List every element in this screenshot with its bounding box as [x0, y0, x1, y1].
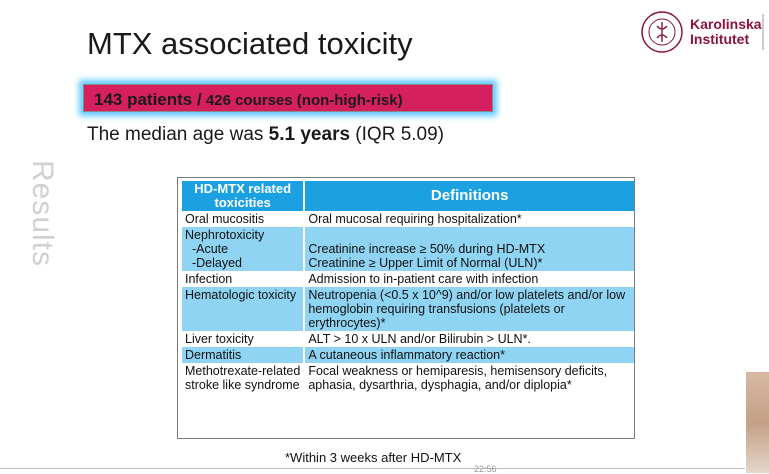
toxicity-cell: Nephrotoxicity -Acute -Delayed — [181, 227, 304, 271]
banner-courses: 426 courses (non-high-risk) — [205, 92, 403, 109]
toxicity-cell: Hematologic toxicity — [181, 287, 304, 331]
toxicity-cell: Oral mucositis — [181, 211, 304, 227]
toxicity-cell: Dermatitis — [181, 347, 304, 363]
toxicity-cell: Liver toxicity — [181, 331, 304, 347]
toxicity-cell: Methotrexate-related stroke like syndrome — [181, 363, 304, 393]
logo-divider — [762, 14, 764, 50]
definition-cell: Focal weakness or hemiparesis, hemisensory deficits, aphasia, dysarthria, dysphagia, and/or diplopia* — [304, 363, 634, 393]
table-row — [181, 287, 634, 331]
logo-text: Karolinska Institutet — [690, 16, 762, 47]
header-definitions: Definitions — [304, 181, 634, 211]
section-label: Results — [26, 160, 59, 268]
timestamp: 22:56 — [474, 464, 497, 474]
definition-cell: Oral mucosal requiring hospitalization* — [304, 211, 634, 227]
toxicity-table — [177, 177, 635, 439]
definition-cell: A cutaneous inflammatory reaction* — [304, 347, 634, 363]
definition-cell: Admission to in-patient care with infection — [304, 271, 634, 287]
summary-banner — [83, 84, 493, 112]
definition-cell: Creatinine increase ≥ 50% during HD-MTX Creatinine ≥ Upper Limit of Normal (ULN)* — [304, 227, 634, 271]
karolinska-logo — [640, 10, 760, 56]
table-row — [181, 271, 634, 287]
banner-patients: 143 patients / — [94, 90, 202, 109]
table-row — [181, 363, 634, 393]
median-age-text: The median age was 5.1 years (IQR 5.09) — [87, 124, 445, 145]
progress-line — [0, 468, 745, 469]
toxicity-cell: Infection — [181, 271, 304, 287]
table-row — [181, 347, 634, 363]
definition-cell: ALT > 10 x ULN and/or Bilirubin > ULN*. — [304, 331, 634, 347]
table-row — [181, 211, 634, 227]
footnote: *Within 3 weeks after HD-MTX — [285, 450, 462, 465]
seal-icon — [640, 10, 684, 54]
slide-title: MTX associated toxicity — [87, 26, 413, 61]
video-thumbnail — [746, 372, 769, 473]
table-row — [181, 331, 634, 347]
header-toxicities: HD-MTX related toxicities — [181, 181, 304, 211]
table-row — [181, 227, 634, 271]
definition-cell: Neutropenia (<0.5 x 10^9) and/or low platelets and/or low hemoglobin requiring transfusions (platelets or erythrocytes)* — [304, 287, 634, 331]
